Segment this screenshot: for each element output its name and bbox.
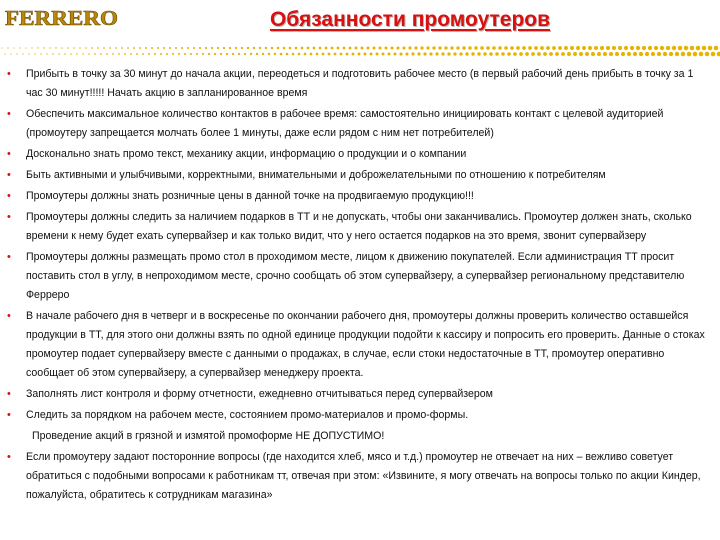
divider-dot (585, 52, 589, 56)
divider-dot (166, 53, 168, 55)
divider-dot (645, 52, 649, 56)
divider-dot (429, 52, 432, 55)
divider-dot (220, 53, 222, 55)
divider-dot (420, 46, 423, 49)
divider-dot (367, 47, 370, 50)
divider-dot (259, 47, 261, 49)
divider-dot (43, 47, 44, 48)
divider-dot (678, 46, 682, 50)
divider-dot (603, 52, 607, 56)
divider-dot (408, 46, 411, 49)
list-item (6, 406, 706, 425)
divider-dot (25, 47, 26, 48)
divider-dot (516, 46, 520, 50)
divider-dot (223, 47, 225, 49)
divider-dot (46, 53, 47, 54)
divider-dot (465, 52, 468, 55)
divider-dot (244, 53, 246, 55)
divider-dot (567, 52, 571, 56)
divider-dot (328, 53, 331, 56)
list-item (6, 65, 706, 103)
divider-dot (262, 53, 264, 55)
divider-dot (432, 46, 435, 49)
divider-dot (555, 52, 559, 56)
list-item (6, 208, 706, 246)
divider-dot (459, 52, 462, 55)
divider-dot (310, 53, 313, 56)
divider-dot (549, 52, 553, 56)
divider-dot (211, 47, 213, 49)
bullet-icon: • (7, 251, 11, 263)
divider-dot (67, 47, 69, 49)
list-item (6, 166, 706, 185)
divider-dot (349, 47, 352, 50)
divider-dot (489, 52, 493, 56)
divider-dot (426, 46, 429, 49)
divider-dot (663, 52, 667, 56)
divider-dot (172, 53, 174, 55)
logo-text: FERRERO (5, 7, 118, 29)
divider-dot (501, 52, 505, 56)
divider-dot (456, 46, 459, 49)
list-item-text: Промоутеры должны знать розничные цены в данной точке на продвигаемую продукцию!!! (26, 190, 474, 202)
divider-dot (390, 46, 393, 49)
divider-dot (337, 47, 340, 50)
divider-dot (361, 47, 364, 50)
divider-dot (187, 47, 189, 49)
divider-dot (633, 52, 637, 56)
bullet-icon: • (7, 190, 11, 202)
list-item-text: Прибыть в точку за 30 минут до начала акции, переодеться и подготовить рабочее место (в первый рабочий день прибыть в точку за 1 час 30 минут!!!!! Начать акцию в запланированное время (26, 68, 694, 99)
bullet-icon: • (7, 451, 11, 463)
divider-dot (504, 46, 508, 50)
divider-dot (417, 52, 420, 55)
divider-dot (358, 53, 361, 56)
divider-dot (70, 53, 72, 55)
divider-dot (352, 53, 355, 56)
divider-dot (528, 46, 532, 50)
divider-dot (340, 53, 343, 56)
divider-dot (40, 53, 41, 54)
divider-dot (304, 53, 307, 56)
divider-dot (396, 46, 399, 49)
divider-dot (214, 53, 216, 55)
divider-dot (636, 46, 640, 50)
divider-dot (253, 47, 255, 49)
divider-dot (480, 46, 483, 49)
divider-dot (453, 52, 456, 55)
divider-dot (441, 52, 444, 55)
divider-dot (570, 46, 574, 50)
divider-dot (52, 53, 53, 54)
divider-dot (103, 47, 105, 49)
divider-dot (648, 46, 652, 50)
divider-dot (88, 53, 90, 55)
divider-dot (199, 47, 201, 49)
divider-dot (693, 52, 697, 56)
divider-dot (325, 47, 328, 50)
divider-dot (319, 47, 322, 50)
divider-dot (256, 53, 258, 55)
divider-dot (268, 53, 270, 55)
divider-dot (145, 47, 147, 49)
divider-dot (435, 52, 438, 55)
list-item-text: Обеспечить максимальное количество контактов в рабочее время: самостоятельно инициировать контакт с целевой аудиторией (промоутеру запрещается молчать более 1 минуты, даже если рядом с ним нет потребителей) (26, 108, 664, 139)
divider-dot (483, 52, 486, 55)
divider-dot (133, 47, 135, 49)
divider-dot (495, 52, 499, 56)
divider-dot (277, 47, 280, 50)
list-item (6, 187, 706, 206)
divider-dot (202, 53, 204, 55)
divider-dot (477, 52, 480, 55)
divider-dot (642, 46, 646, 50)
divider-dot (274, 53, 276, 55)
divider-dot (322, 53, 325, 56)
divider-dot (714, 46, 719, 51)
divider-dot (594, 46, 598, 50)
divider-dot (672, 46, 676, 50)
divider-dot (711, 52, 716, 57)
divider-dot (414, 46, 417, 49)
divider-dot (402, 46, 405, 49)
divider-dot (513, 52, 517, 56)
divider-dot (379, 47, 382, 50)
divider-dot (373, 47, 376, 50)
divider-dot (684, 46, 688, 50)
divider-dot (157, 47, 159, 49)
divider-dot (651, 52, 655, 56)
divider-dot (364, 53, 367, 56)
divider-dot (627, 52, 631, 56)
divider-dot (301, 47, 304, 50)
divider-dot (618, 46, 622, 50)
divider-dot (606, 46, 610, 50)
divider-dot (615, 52, 619, 56)
divider-dot (292, 53, 295, 56)
divider-dot (576, 46, 580, 50)
divider-dot (271, 47, 273, 49)
divider-dot (154, 53, 156, 55)
divider-dot (265, 47, 267, 49)
divider-dot (612, 46, 616, 50)
divider-dot (205, 47, 207, 49)
list-item (6, 385, 706, 404)
divider-dot (654, 46, 658, 50)
divider-dot (49, 47, 50, 48)
list-item-text: В начале рабочего дня в четверг и в воскресенье по окончании рабочего дня, промоутеры должны проверить количество оставшейся продукции в ТТ, для этого они должны взять по одной единице продукции подойти к кассиру и попросить его проверить. Данные о стоках промоутер подает супервайзеру вместе с данными о продажах, в случае, если стоки недостаточные в ТТ, промоутер оперативно сообщает об этом супервайзеру, а супервайзер менеджеру проекта. (26, 310, 705, 379)
divider-dot (217, 47, 219, 49)
divider-dot (579, 52, 583, 56)
divider-dot (136, 53, 138, 55)
list-item-text: Досконально знать промо текст, механику акции, информацию о продукции и о компании (26, 148, 467, 160)
divider-dot (313, 47, 316, 50)
divider-dot (498, 46, 502, 50)
list-item-text: Следить за порядком на рабочем месте, состоянием промо-материалов и промо-формы. (26, 409, 469, 421)
divider-dot (558, 46, 562, 50)
divider-dot (91, 47, 93, 49)
divider-dot (387, 52, 390, 55)
divider-dot (468, 46, 471, 49)
divider-dot (588, 46, 592, 50)
divider-dot (639, 52, 643, 56)
divider-dot (531, 52, 535, 56)
divider-dot (163, 47, 165, 49)
divider-dot (7, 47, 8, 48)
divider-dot (438, 46, 441, 49)
divider-dot (399, 52, 402, 55)
divider-dot (193, 47, 195, 49)
divider-dot (705, 52, 710, 57)
divider-dot (405, 52, 408, 55)
divider-dot (393, 52, 396, 55)
divider-dot (486, 46, 490, 50)
divider-dot (37, 47, 38, 48)
divider-dot (370, 53, 373, 56)
list-item-text: Промоутеры должны размещать промо стол в проходимом месте, лицом к движению покупателей. Если администрация ТТ просит поставить стол в углу, в непроходимом месте, срочно сообщать об этом супервайзеру, а супервайзер региональному представителю Ферреро (26, 251, 685, 301)
divider-dot (115, 47, 117, 49)
divider-dot (537, 52, 541, 56)
divider-dot (19, 47, 20, 48)
divider-dot (543, 52, 547, 56)
divider-dot (669, 52, 673, 56)
divider-dot (346, 53, 349, 56)
divider-dot (109, 47, 111, 49)
ferrero-logo-icon (4, 7, 120, 29)
bullet-icon: • (7, 211, 11, 223)
divider-dot (591, 52, 595, 56)
divider-dot (471, 52, 474, 55)
divider-dot (232, 53, 234, 55)
divider-dot (519, 52, 523, 56)
divider-dot (525, 52, 529, 56)
duties-list (6, 65, 706, 507)
divider-dot (235, 47, 237, 49)
list-item-text: Заполнять лист контроля и форму отчетности, ежедневно отчитываться перед супервайзером (26, 388, 493, 400)
divider-dot (522, 46, 526, 50)
divider-dot (241, 47, 243, 49)
divider-dot (423, 52, 426, 55)
divider-dot (660, 46, 664, 50)
bullet-icon: • (7, 108, 11, 120)
list-item (6, 448, 706, 505)
divider-dot (76, 53, 78, 55)
bullet-icon: • (7, 409, 11, 421)
divider-dot (384, 46, 387, 49)
bullet-icon: • (7, 148, 11, 160)
divider-dot (118, 53, 120, 55)
divider-dot (196, 53, 198, 55)
divider-dot (444, 46, 447, 49)
divider-dot (79, 47, 81, 49)
divider-dot (184, 53, 186, 55)
divider-dot (450, 46, 453, 49)
divider-dot (178, 53, 180, 55)
divider-dot (124, 53, 126, 55)
divider-dot (286, 53, 289, 56)
list-item (6, 427, 706, 446)
list-item-text: Быть активными и улыбчивыми, корректными, внимательными и доброжелательными по отношению к потребителям (26, 169, 606, 181)
divider-dot (675, 52, 679, 56)
divider-dot (58, 53, 59, 54)
divider-dot (34, 53, 35, 54)
divider-dot (630, 46, 634, 50)
list-item (6, 145, 706, 164)
divider-dot (474, 46, 477, 49)
divider-dot (28, 53, 29, 54)
divider-dot (190, 53, 192, 55)
divider-dot (573, 52, 577, 56)
divider-dot (376, 53, 379, 56)
divider-dot (94, 53, 96, 55)
divider-dot (687, 52, 691, 56)
divider-dot (280, 53, 283, 56)
divider-dot (492, 46, 496, 50)
divider-dot (507, 52, 511, 56)
divider-dot (121, 47, 123, 49)
divider-dot (696, 46, 701, 51)
divider-dot (139, 47, 141, 49)
divider-dot (334, 53, 337, 56)
divider-dot (609, 52, 613, 56)
divider-dot (112, 53, 114, 55)
divider-dot (708, 46, 713, 51)
divider-dot (151, 47, 153, 49)
divider-dot (247, 47, 249, 49)
divider-dot (208, 53, 210, 55)
divider-dot (229, 47, 231, 49)
divider-dot (564, 46, 568, 50)
divider-dot (307, 47, 310, 50)
divider-dot (382, 53, 385, 56)
divider-dot (552, 46, 556, 50)
divider-dot (666, 46, 670, 50)
divider-dot (169, 47, 171, 49)
divider-dot (13, 47, 14, 48)
divider-dot (534, 46, 538, 50)
divider-dot (624, 46, 628, 50)
bullet-icon: • (7, 388, 11, 400)
divider-dot (82, 53, 84, 55)
divider-dot (181, 47, 183, 49)
divider-dot (316, 53, 319, 56)
page-title: Обязанности промоутеров (269, 8, 551, 31)
bullet-icon: • (7, 310, 11, 322)
divider-dot (681, 52, 685, 56)
divider-dot (411, 52, 414, 55)
list-item-text: Промоутеры должны следить за наличием подарков в ТТ и не допускать, чтобы они заканчивались. Промоутер должен знать, сколько времени к нему будет ехать супервайзер и как только видит, что у него остается подарков на это время, звонит супервайзеру (26, 211, 692, 242)
divider-dot (160, 53, 162, 55)
divider-dot (355, 47, 358, 50)
divider-dot (546, 46, 550, 50)
divider-dot (10, 53, 11, 54)
divider-dot (142, 53, 144, 55)
divider-dot (250, 53, 252, 55)
divider-dot (699, 52, 704, 57)
divider-dot (597, 52, 601, 56)
divider-dot (561, 52, 565, 56)
divider-dot (127, 47, 129, 49)
divider-dot (1, 47, 2, 48)
divider-dot (73, 47, 75, 49)
list-item-text: Проведение акций в грязной и измятой промоформе НЕ ДОПУСТИМО! (32, 430, 385, 442)
divider-dot (343, 47, 346, 50)
divider-dot (331, 47, 334, 50)
divider-dot (175, 47, 177, 49)
divider-dot (226, 53, 228, 55)
divider-dot (621, 52, 625, 56)
divider-dot (22, 53, 23, 54)
divider-dot (295, 47, 298, 50)
divider-dot (657, 52, 661, 56)
divider-dot (4, 53, 5, 54)
divider-dot (106, 53, 108, 55)
list-item (6, 105, 706, 143)
divider-dot (702, 46, 707, 51)
divider-dot (298, 53, 301, 56)
divider-dot (540, 46, 544, 50)
divider-dot (510, 46, 514, 50)
divider-dot (447, 52, 450, 55)
bullet-icon: • (7, 169, 11, 181)
divider-dot (690, 46, 694, 50)
divider-dot (600, 46, 604, 50)
divider-dot (289, 47, 292, 50)
divider-dot (100, 53, 102, 55)
list-item (6, 307, 706, 383)
divider-dot (61, 47, 63, 49)
divider-dot (283, 47, 286, 50)
list-item (6, 248, 706, 305)
bullet-icon: • (7, 68, 11, 80)
divider-dot (462, 46, 465, 49)
divider-dot (97, 47, 99, 49)
divider-dot (582, 46, 586, 50)
divider-dot (55, 47, 56, 48)
list-item-text: Если промоутеру задают посторонние вопросы (где находится хлеб, мясо и т.д.) промоутер не отвечает на них – вежливо советует обратиться с подобными вопросами к работникам тт, отвечая при этом: «Извините, я могу отвечать на вопросы только по акции Киндер, пожалуйста, обратитесь к сотрудникам магазина» (26, 451, 701, 501)
divider-dot (148, 53, 150, 55)
divider-dot (31, 47, 32, 48)
divider-dot (130, 53, 132, 55)
divider-dot (16, 53, 17, 54)
dotted-divider (0, 44, 720, 58)
divider-dot (238, 53, 240, 55)
divider-dot (85, 47, 87, 49)
divider-dot (64, 53, 66, 55)
